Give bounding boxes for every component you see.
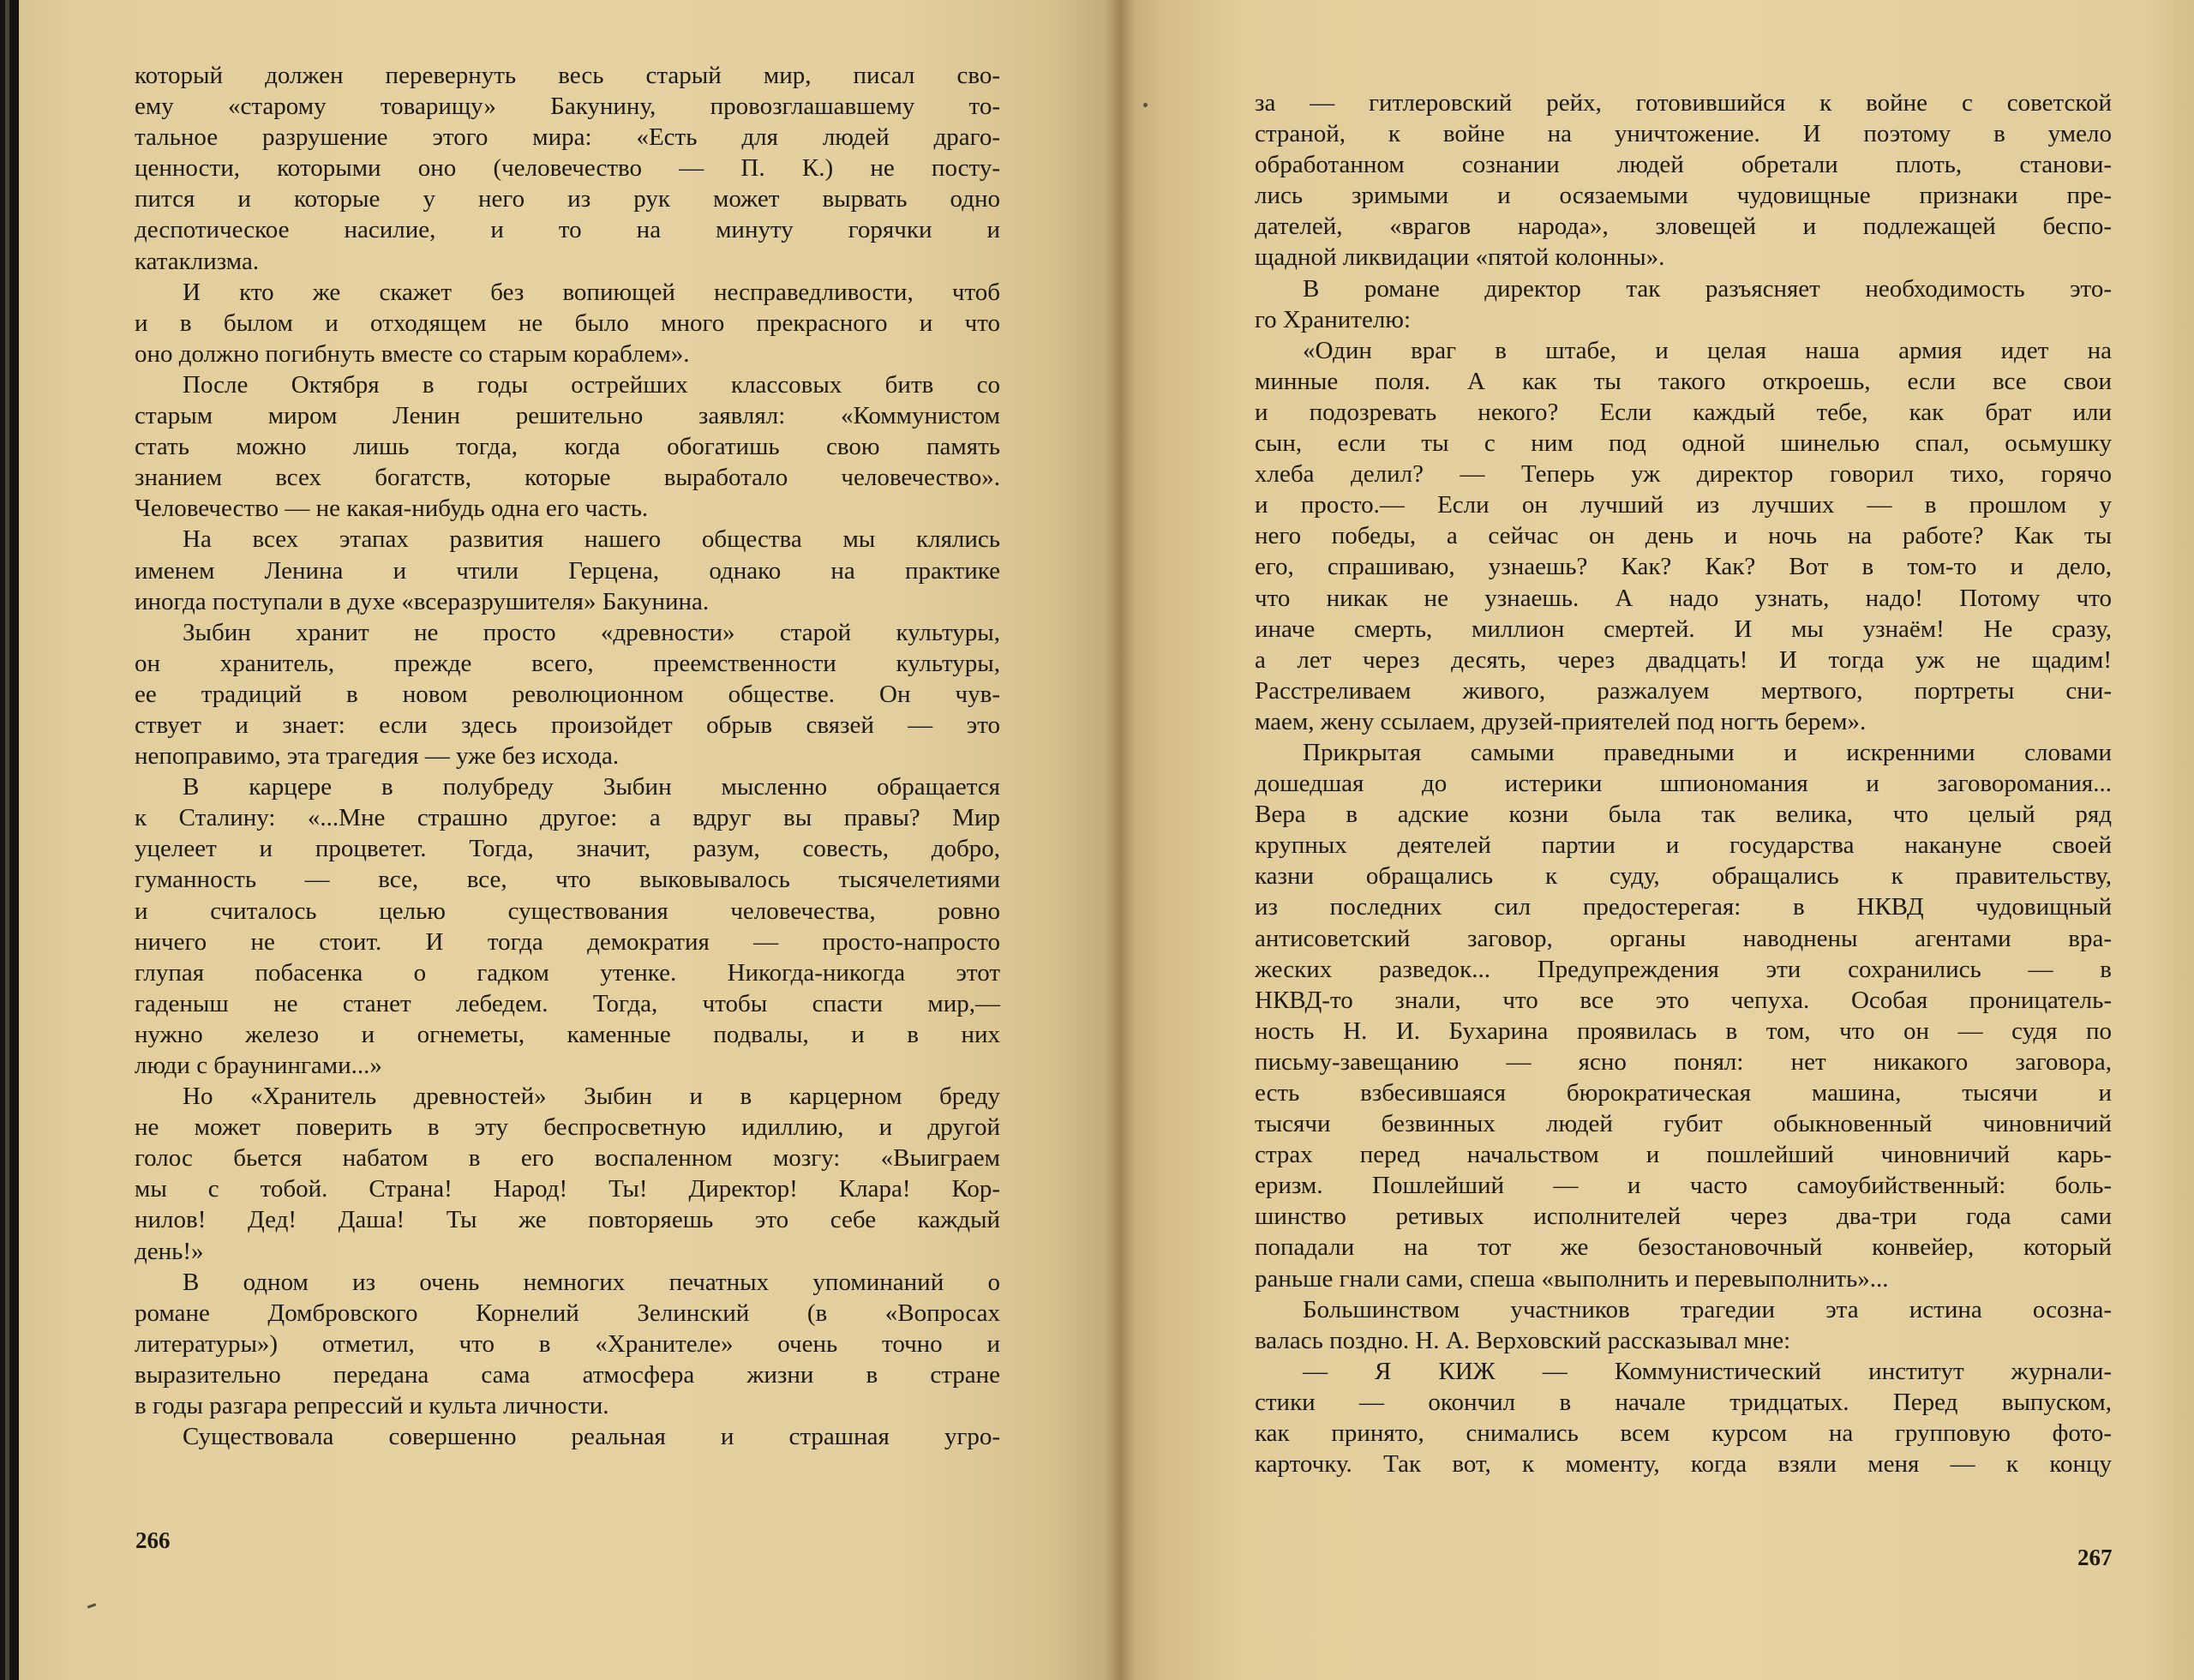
edge-strip bbox=[5, 0, 9, 1680]
page-number: 266 bbox=[135, 1527, 171, 1553]
text-line: как принято, снимались всем курсом на групповую фото- bbox=[1255, 1419, 2112, 1448]
text-line: На всех этапах развития нашего общества мы клялись bbox=[183, 525, 1000, 554]
text-line: за — гитлеровский рейх, готовившийся к войне с советской bbox=[1255, 89, 2112, 117]
text-line: валась поздно. Н. А. Верховский рассказывал мне: bbox=[1255, 1326, 1791, 1354]
text-line: ценности, которыми оно (человечество — П. К.) не посту- bbox=[135, 154, 1000, 183]
text-line: дателей, «врагов народа», зловещей и подлежащей беспо- bbox=[1255, 213, 2112, 241]
text-line: стать можно лишь тогда, когда обогатишь свою память bbox=[135, 433, 1000, 461]
text-line: есть взбесившаяся бюрократическая машина, тысячи и bbox=[1255, 1079, 2112, 1107]
text-line: Расстреливаем живого, разжалуем мертвого, портреты сни- bbox=[1255, 676, 2112, 705]
text-line: а лет через десять, через двадцать! И тогда уж не щадим! bbox=[1255, 645, 2112, 674]
text-line: В одном из очень немногих печатных упоминаний о bbox=[183, 1268, 1000, 1296]
text-line: непоправимо, эта трагедия — уже без исхода. bbox=[135, 742, 620, 771]
text-line: гаденыш не станет лебедем. Тогда, чтобы спасти мир,— bbox=[135, 989, 1000, 1017]
text-line: щадной ликвидации «пятой колонны». bbox=[1255, 243, 1665, 272]
text-line: Вера в адские козни была так велика, что целый ряд bbox=[1255, 801, 2112, 829]
text-line: обработанном сознании людей обретали плоть, станови- bbox=[1255, 151, 2112, 179]
right-page-text bbox=[1255, 87, 2112, 1479]
text-line: ность Н. И. Бухарина проявилась в том, что он — судя по bbox=[1255, 1017, 2112, 1045]
text-line: антисоветский заговор, органы наводнены агентами вра- bbox=[1255, 924, 2112, 952]
text-line: стики — окончил в начале тридцатых. Перед выпуском, bbox=[1255, 1388, 2112, 1416]
text-line: в годы разгара репрессий и культа личности. bbox=[135, 1392, 609, 1420]
text-line: дошедшая до истерики шпиономания и заговоромания... bbox=[1255, 770, 2112, 798]
text-line: НКВД-то знали, что все это чепуха. Особая проницатель- bbox=[1255, 986, 2112, 1014]
text-line: Зыбин хранит не просто «древности» старой культуры, bbox=[183, 618, 1000, 646]
text-line: минные поля. А как ты такого откроешь, если все свои bbox=[1255, 367, 2112, 395]
text-line: знанием всех богатств, которые выработало человечество». bbox=[135, 464, 1000, 492]
text-line: нилов! Дед! Даша! Ты же повторяешь это себе каждый bbox=[135, 1206, 1000, 1234]
book-edge bbox=[0, 0, 19, 1680]
book-gutter bbox=[1106, 0, 1135, 1680]
text-line: оно должно погибнуть вместе со старым кораблем». bbox=[135, 339, 690, 368]
text-line: и в былом и отходящем не было много прекрасного и что bbox=[135, 309, 1000, 337]
text-line: нужно железо и огнеметы, каменные подвалы, и в них bbox=[135, 1020, 1000, 1048]
text-line: еризм. Пошлейший — и часто самоубийственный: боль- bbox=[1255, 1172, 2112, 1200]
text-line: и просто.— Если он лучший из лучших — в прошлом у bbox=[1255, 491, 2112, 519]
text-line: И кто же скажет без вопиющей несправедливости, чтоб bbox=[183, 278, 1000, 306]
text-line: иногда поступали в духе «всеразрушителя» Бакунина. bbox=[135, 587, 710, 615]
text-line: ничего не стоит. И тогда демократия — просто-напросто bbox=[135, 927, 1000, 956]
text-line: тысячи безвинных людей губит обыкновенный чиновничий bbox=[1255, 1110, 2112, 1138]
text-line: пится и которые у него из рук может вырвать одно bbox=[135, 185, 1000, 213]
text-line: Но «Хранитель древностей» Зыбин и в карцерном бреду bbox=[183, 1083, 1000, 1111]
text-line: голос бьется набатом в его воспаленном мозгу: «Выиграем bbox=[135, 1144, 1000, 1173]
text-line: Большинством участников трагедии эта истина осозна- bbox=[1303, 1295, 2112, 1323]
text-line: его, спрашиваю, узнаешь? Как? Как? Вот в том-то и дело, bbox=[1255, 553, 2112, 581]
text-line: хлеба делил? — Теперь уж директор говорил тихо, горячо bbox=[1255, 460, 2112, 489]
text-line: деспотическое насилие, и то на минуту горячки и bbox=[135, 216, 1000, 244]
text-line: из последних сил предостерегая: в НКВД чудовищный bbox=[1255, 893, 2112, 921]
text-line: шинство ретивых исполнителей через два-три года сами bbox=[1255, 1203, 2112, 1231]
text-line: В карцере в полубреду Зыбин мысленно обращается bbox=[183, 773, 1000, 801]
text-line: лись зримыми и осязаемыми чудовищные признаки пре- bbox=[1255, 182, 2112, 210]
text-line: крупных деятелей партии и государства накануне своей bbox=[1255, 831, 2112, 860]
text-line: маем, жену ссылаем, друзей-приятелей под ногть берем». bbox=[1255, 707, 1867, 735]
text-line: В романе директор так разъясняет необходимость это- bbox=[1303, 274, 2112, 303]
text-line: он хранитель, прежде всего, преемственности культуры, bbox=[135, 649, 1000, 677]
text-line: и подозревать некого? Если каждый тебе, как брат или bbox=[1255, 398, 2112, 426]
text-line: страх перед начальством и пошлейший чиновничий карь- bbox=[1255, 1141, 2112, 1169]
text-line: него победы, а сейчас он день и ночь на работе? Как ты bbox=[1255, 522, 2112, 550]
text-line: люди с браунингами...» bbox=[135, 1052, 382, 1079]
text-line: тальное разрушение этого мира: «Есть для людей драго- bbox=[135, 123, 1000, 152]
left-page bbox=[19, 0, 1118, 1680]
text-line: раньше гнали сами, спеша «выполнить и перевыполнить»... bbox=[1255, 1264, 1889, 1293]
text-line: письму-завещанию — ясно понял: нет никакого заговора, bbox=[1255, 1047, 2112, 1076]
text-line: После Октября в годы острейших классовых битв со bbox=[183, 370, 1000, 399]
text-line: ствует и знает: если здесь произойдет обрыв связей — это bbox=[135, 711, 1000, 739]
text-line: — Я КИЖ — Коммунистический институт журнали- bbox=[1303, 1357, 2112, 1385]
text-line: попадали на тот же безостановочный конвейер, который bbox=[1255, 1233, 2112, 1262]
paper-mark bbox=[87, 1603, 96, 1608]
text-line: литературы») отметил, что в «Хранителе» очень точно и bbox=[135, 1329, 1000, 1358]
right-page bbox=[1118, 0, 2194, 1680]
text-line: именем Ленина и чтили Герцена, однако на практике bbox=[135, 556, 1000, 585]
text-line: старым миром Ленин решительно заявлял: «Коммунистом bbox=[135, 402, 1000, 430]
text-line: иначе смерть, миллион смертей. И мы узнаём! Не сразу, bbox=[1255, 615, 2112, 643]
text-line: жеских разведок... Предупреждения эти сохранились — в bbox=[1255, 955, 2112, 983]
text-line: не может поверить в эту беспросветную идиллию, и другой bbox=[135, 1113, 1000, 1142]
text-line: сын, если ты с ним под одной шинелью спал, осьмушку bbox=[1255, 429, 2112, 458]
text-line: казни обращались к суду, обращались к правительству, bbox=[1255, 862, 2112, 891]
text-line: романе Домбровского Корнелий Зелинский (в «Вопросах bbox=[135, 1299, 1000, 1327]
text-line: Человечество — не какая-нибудь одна его часть. bbox=[135, 495, 649, 523]
text-line: что никак не узнаешь. А надо узнать, надо! Потому что bbox=[1255, 584, 2112, 612]
text-line: Существовала совершенно реальная и страшная угро- bbox=[183, 1423, 1000, 1451]
text-line: «Один враг в штабе, и целая наша армия идет на bbox=[1303, 336, 2112, 364]
text-line: выразительно передана сама атмосфера жизни в стране bbox=[135, 1360, 1000, 1389]
text-line: день!» bbox=[135, 1237, 204, 1265]
text-line: страной, к войне на уничтожение. И поэтому в умело bbox=[1255, 120, 2112, 148]
text-line: мы с тобой. Страна! Народ! Ты! Директор! Клара! Кор- bbox=[135, 1175, 1000, 1203]
left-page-text bbox=[135, 60, 1000, 1452]
text-line: гуманность — все, все, что выковывалось тысячелетиями bbox=[135, 866, 1000, 894]
paper-mark bbox=[1142, 102, 1148, 107]
text-line: ему «старому товарищу» Бакунину, провозглашавшему то- bbox=[135, 93, 1000, 121]
text-line: ее традиций в новом революционном обществе. Он чув- bbox=[135, 680, 1000, 708]
text-line: уцелеет и процветет. Тогда, значит, разум, совесть, добро, bbox=[135, 835, 1000, 863]
text-line: к Сталину: «...Мне страшно другое: а вдруг вы правы? Мир bbox=[135, 804, 1000, 832]
page-number: 267 bbox=[2077, 1545, 2113, 1570]
text-line: и считалось целью существования человечества, ровно bbox=[135, 897, 1000, 925]
text-line: го Хранителю: bbox=[1255, 305, 1412, 333]
text-line: Прикрытая самыми праведными и искренними словами bbox=[1303, 738, 2112, 766]
text-line: глупая побасенка о гадком утенке. Никогда-никогда этот bbox=[135, 958, 1000, 987]
text-line: карточку. Так вот, к моменту, когда взяли меня — к концу bbox=[1255, 1450, 2112, 1479]
text-line: который должен перевернуть весь старый мир, писал сво- bbox=[135, 62, 1000, 89]
text-line: катаклизма. bbox=[135, 247, 260, 275]
